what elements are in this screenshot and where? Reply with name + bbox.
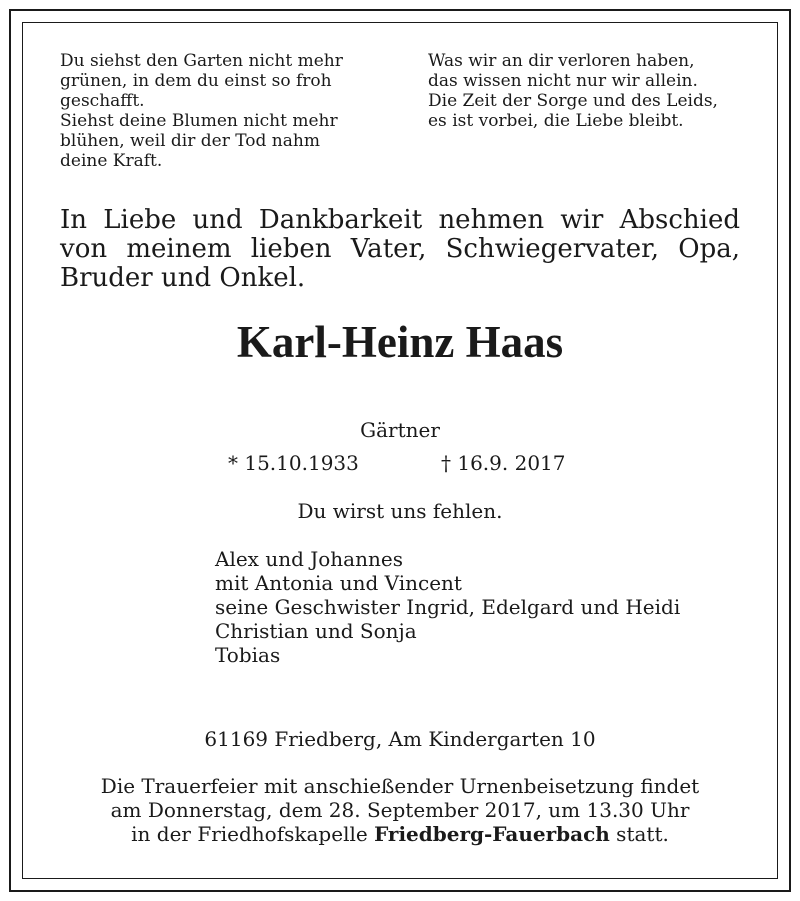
poem-left-line: geschafft. — [60, 91, 145, 111]
poem-right — [428, 51, 718, 131]
funeral-location-prefix: in der Friedhofskapelle — [131, 822, 375, 846]
funeral-info — [0, 774, 800, 846]
occupation: Gärtner — [360, 418, 440, 442]
funeral-location: Friedberg-Fauerbach — [374, 822, 610, 846]
poem-left-line: blühen, weil dir der Tod nahm — [60, 131, 320, 151]
deceased-name: Karl-Heinz Haas — [236, 317, 564, 367]
intro-text — [60, 206, 740, 293]
family-member: Tobias — [215, 643, 281, 667]
poem-right-line: Was wir an dir verloren haben, — [428, 51, 695, 71]
poem-right-line: Die Zeit der Sorge und des Leids, — [428, 91, 718, 111]
family-member: Christian und Sonja — [215, 619, 417, 643]
family-member: mit Antonia und Vincent — [215, 571, 462, 595]
family-list — [215, 547, 680, 667]
family-member: Alex und Johannes — [215, 547, 403, 571]
family-member: seine Geschwister Ingrid, Edelgard und Heidi — [215, 595, 681, 619]
poem-left-line: Siehst deine Blumen nicht mehr — [60, 111, 338, 131]
intro-line: In Liebe und Dankbarkeit nehmen wir Abschied — [60, 205, 740, 235]
intro-line: Bruder und Onkel. — [60, 263, 306, 293]
poem-left-line: deine Kraft. — [60, 151, 163, 171]
farewell-line: Du wirst uns fehlen. — [297, 499, 503, 523]
poem-left-line: grünen, in dem du einst so froh — [60, 71, 332, 91]
funeral-line — [0, 822, 800, 846]
poem-right-line: das wissen nicht nur wir allein. — [428, 71, 698, 91]
birth-date: * 15.10.1933 — [228, 451, 359, 475]
address: 61169 Friedberg, Am Kindergarten 10 — [204, 727, 596, 751]
poem-left-line: Du siehst den Garten nicht mehr — [60, 51, 343, 71]
funeral-line: am Donnerstag, dem 28. September 2017, um 13.30 Uhr — [110, 798, 690, 822]
poem-right-line: es ist vorbei, die Liebe bleibt. — [428, 111, 684, 131]
intro-line: von meinem lieben Vater, Schwiegervater, Opa, — [60, 234, 740, 264]
poem-left — [60, 51, 343, 171]
funeral-location-suffix: statt. — [609, 822, 669, 846]
death-date: † 16.9. 2017 — [441, 451, 566, 475]
funeral-line: Die Trauerfeier mit anschießender Urnenbeisetzung findet — [100, 774, 700, 798]
